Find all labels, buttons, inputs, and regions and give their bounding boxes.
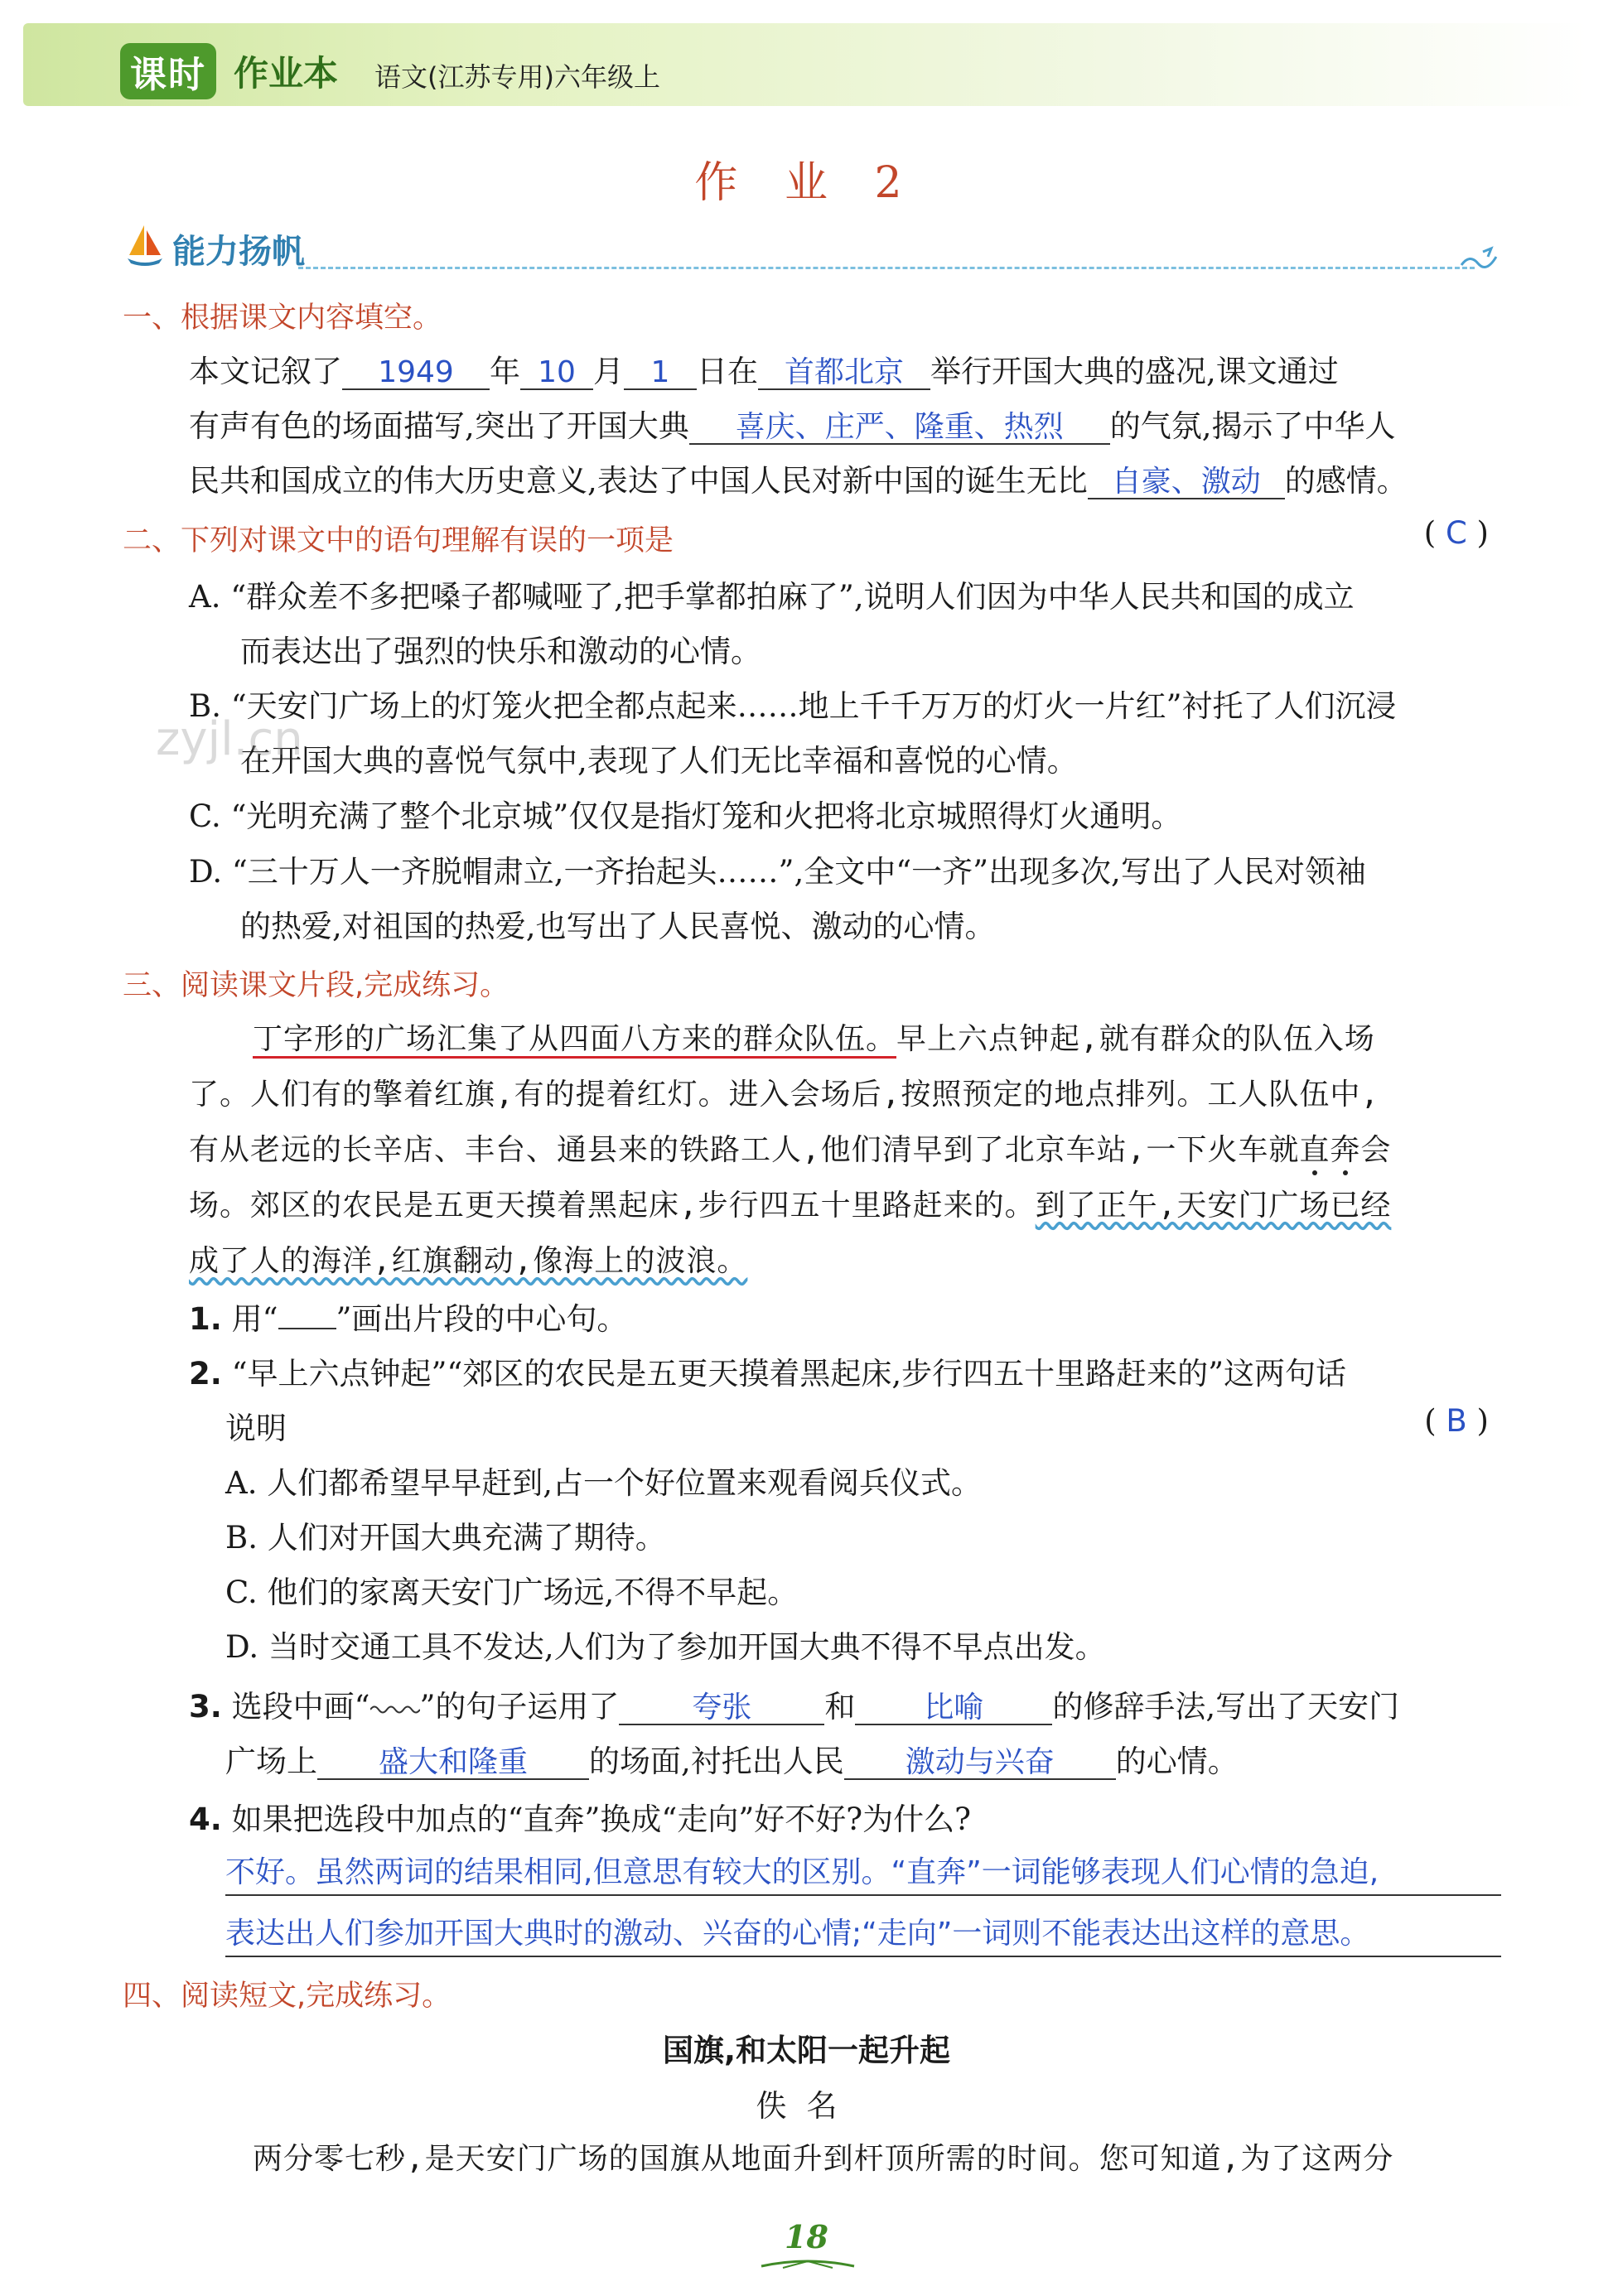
q3-item-3-answer-4: 激动与兴奋	[844, 1747, 1116, 1780]
story-first-line: 两分零七秒,是天安门广场的国旗从地面升到杆顶所需的时间。您可知道,为了这两分	[253, 2142, 1394, 2176]
q3-item-4-answer-line2: 表达出人们参加开国大典时的激动、兴奋的心情;“走向”一词则不能表达出这样的意思。	[225, 1910, 1501, 1957]
q3-item-2-option-a: A. 人们都希望早早赶到,占一个好位置来观看阅兵仪式。	[225, 1465, 983, 1501]
q2-answer-paren: ( C )	[1423, 515, 1489, 551]
section-title: 能力扬帆	[172, 233, 305, 271]
q1-line-2	[189, 401, 1396, 446]
q3-item-2	[189, 1348, 1346, 1393]
q2-answer: C	[1445, 515, 1467, 551]
q1-text: 日在	[697, 354, 758, 389]
passage-center-sentence: 丁字形的广场汇集了从四面八方来的群众队伍。	[253, 1022, 896, 1059]
q2-heading: 二、下列对课文中的语句理解有误的一项是	[123, 524, 674, 557]
brand-logo: 课时	[120, 43, 216, 99]
q1-text: 的感情。	[1284, 463, 1408, 499]
q2-option-d-line1: D. “三十万人一齐脱帽肃立,一齐抬起头……”,全文中“一齐”出现多次,写出了人民对领袖	[189, 854, 1366, 890]
page-number: 18	[785, 2218, 828, 2255]
q1-text: 举行开国大典的盛况,课文通过	[930, 354, 1339, 389]
q3-item-2-option-b: B. 人们对开国大典充满了期待。	[225, 1520, 666, 1556]
q2-option-b-line1: B. “天安门广场上的灯笼火把全都点起来……地上千千万万的灯火一片红”衬托了人们沉浸	[189, 688, 1397, 724]
item-text: 广场上	[225, 1744, 317, 1779]
item-text: 的心情。	[1115, 1744, 1239, 1779]
q3-item-3-answer-1: 夸张	[619, 1692, 824, 1725]
q1-answer-day: 1	[624, 357, 697, 390]
q3-item-2-option-c: C. 他们的家离天安门广场远,不得不早起。	[225, 1575, 799, 1610]
passage-text: 场。郊区的农民是五更天摸着黑起床,步行四五十里路赶来的。	[189, 1189, 1036, 1223]
q4-heading: 四、阅读短文,完成练习。	[123, 1980, 452, 2013]
q3-item-2-paren: ( B )	[1424, 1403, 1489, 1439]
q1-text: 年	[490, 354, 520, 389]
passage-line-5	[189, 1237, 747, 1280]
item-text: 用“	[231, 1301, 278, 1337]
q3-item-4	[189, 1794, 971, 1839]
passage-text: 早上六点钟起,就有群众的队伍入场	[896, 1022, 1375, 1056]
q1-text: 的气氛,揭示了中华人	[1109, 408, 1396, 444]
q2-option-a-line1: A. “群众差不多把嗓子都喊哑了,把手掌都拍麻了”,说明人们因为中华人民共和国的成立	[189, 579, 1355, 615]
subject-label: 语文(江苏专用)六年级上	[374, 61, 660, 93]
q1-heading: 一、根据课文内容填空。	[123, 301, 442, 335]
q1-text: 有声有色的场面描写,突出了开国大典	[189, 408, 689, 444]
q3-heading: 三、阅读课文片段,完成练习。	[123, 969, 509, 1002]
q1-answer-place: 首都北京	[758, 357, 930, 390]
straight-line-sample	[278, 1328, 336, 1329]
q3-item-2-answer: B	[1446, 1403, 1467, 1439]
item-text: 选段中画“	[231, 1689, 370, 1724]
wave-icon	[1458, 245, 1500, 272]
passage-line-1	[253, 1015, 1375, 1058]
q1-answer-atmosphere: 喜庆、庄严、隆重、热烈	[689, 412, 1110, 445]
sail-icon	[124, 222, 166, 268]
passage-line-4	[189, 1182, 1391, 1224]
wavy-line-sample	[370, 1704, 420, 1715]
q1-answer-feeling: 自豪、激动	[1088, 466, 1285, 499]
item-text: 的修辞手法,写出了天安门	[1052, 1689, 1400, 1724]
q3-item-3-line2	[225, 1736, 1239, 1781]
section-divider	[298, 267, 1475, 269]
q3-item-3-answer-3: 盛大和隆重	[317, 1747, 589, 1780]
q1-text: 本文记叙了	[189, 354, 342, 389]
q1-text: 月	[593, 354, 624, 389]
dotted-char: 直	[1299, 1133, 1330, 1167]
q2-option-c: C. “光明充满了整个北京城”仅仅是指灯笼和火把将北京城照得灯火通明。	[189, 798, 1182, 834]
q1-line-1	[189, 346, 1339, 391]
item-number: 3.	[189, 1689, 222, 1724]
q1-answer-month: 10	[520, 357, 593, 390]
passage-text: 会	[1360, 1133, 1392, 1167]
passage-line-3	[189, 1126, 1391, 1169]
q3-item-3-answer-2: 比喻	[855, 1692, 1052, 1725]
q1-line-3	[189, 456, 1408, 500]
q2-option-d-line2: 的热爱,对祖国的热爱,也写出了人民喜悦、激动的心情。	[240, 909, 996, 944]
item-text: “早上六点钟起”“郊区的农民是五更天摸着黑起床,步行四五十里路赶来的”这两句话	[231, 1356, 1346, 1392]
q3-item-1	[189, 1294, 627, 1339]
q3-item-4-answer-line1: 不好。虽然两词的结果相同,但意思有较大的区别。“直奔”一词能够表现人们心情的急迫,	[225, 1849, 1501, 1896]
item-text: ”的句子运用了	[419, 1689, 620, 1724]
q3-item-2-cont: 说明	[225, 1411, 287, 1446]
item-text: ”画出片段的中心句。	[336, 1301, 628, 1337]
item-number: 1.	[189, 1301, 222, 1337]
item-text: 的场面,衬托出人民	[589, 1744, 844, 1779]
passage-wavy-sentence: 成了人的海洋,红旗翻动,像海上的波浪。	[189, 1244, 748, 1278]
item-number: 4.	[189, 1802, 222, 1837]
q3-item-3-line1	[189, 1681, 1399, 1726]
item-text: 和	[824, 1689, 856, 1724]
story-title: 国旗,和太阳一起升起	[662, 2033, 951, 2068]
story-author: 佚名	[756, 2088, 857, 2124]
q2-option-a-line2: 而表达出了强烈的快乐和激动的心情。	[240, 634, 761, 669]
q1-text: 民共和国成立的伟大历史意义,表达了中国人民对新中国的诞生无比	[189, 463, 1088, 499]
passage-text: 有从老远的长辛店、丰台、通县来的铁路工人,他们清早到了北京车站,一下火车就	[189, 1133, 1300, 1167]
passage-wavy-sentence: 到了正午,天安门广场已经	[1035, 1189, 1392, 1223]
homework-title: 作 业 2	[694, 158, 919, 208]
watermark: zyjl.cn	[156, 712, 303, 766]
page-ornament-icon	[758, 2255, 857, 2271]
item-text: 如果把选段中加点的“直奔”换成“走向”好不好?为什么?	[231, 1802, 971, 1837]
item-number: 2.	[189, 1356, 222, 1392]
brand-suffix: 作业本	[234, 53, 339, 94]
q3-item-2-option-d: D. 当时交通工具不发达,人们为了参加开国大典不得不早点出发。	[225, 1629, 1106, 1665]
dotted-char: 奔	[1330, 1133, 1361, 1167]
q2-option-b-line2: 在开国大典的喜悦气氛中,表现了人们无比幸福和喜悦的心情。	[240, 743, 1078, 779]
passage-line-2: 了。人们有的擎着红旗,有的提着红灯。进入会场后,按照预定的地点排列。工人队伍中,	[189, 1078, 1380, 1112]
q1-answer-year: 1949	[342, 357, 490, 390]
